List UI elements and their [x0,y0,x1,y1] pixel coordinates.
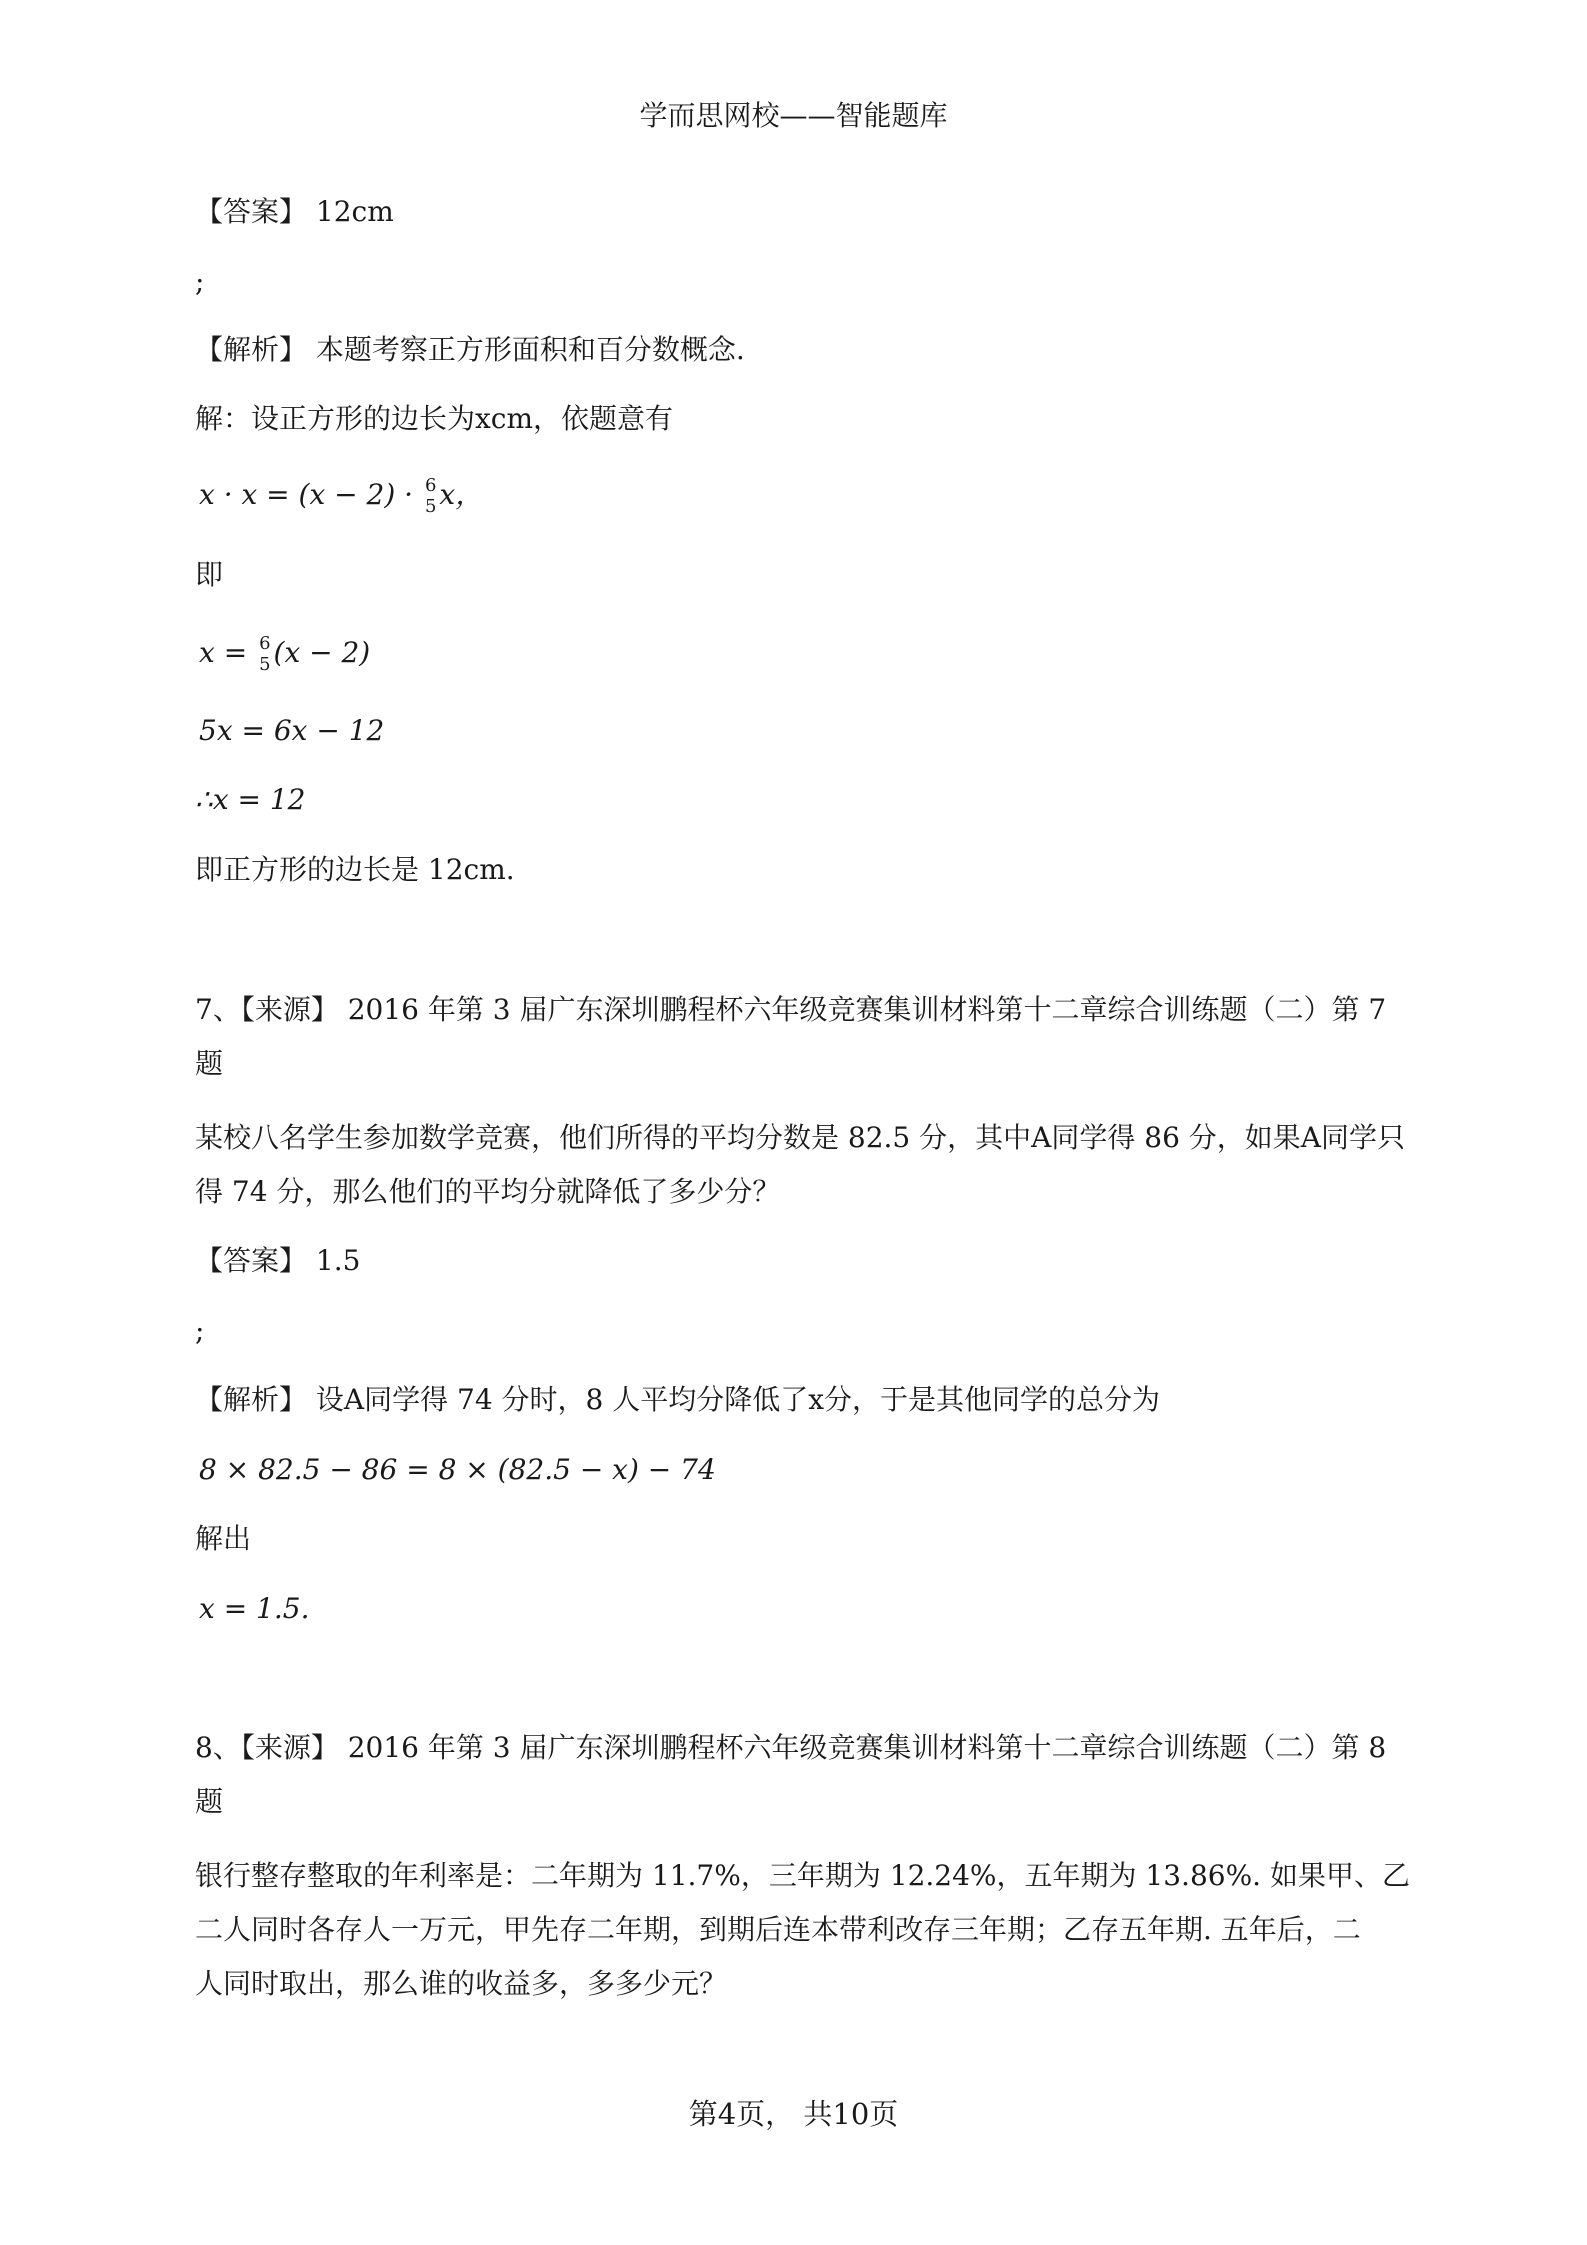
q6-equation-3: 5x = 6x − 12 [199,714,385,747]
page-footer: 第4页， 共10页 [688,2097,899,2131]
q6-eq2-left: x = [199,636,257,669]
q6-eq1-numerator: 6 [424,475,437,496]
q8-stem-line-1: 银行整存整取的年利率是：二年期为 11.7%，三年期为 12.24%，五年期为 13.86%. 如果甲、乙 [195,1859,1410,1892]
q7-answer: 【答案】 1.5 [195,1244,361,1277]
q6-eq2-fraction [259,634,270,675]
q7-source-line-2: 题 [195,1047,224,1080]
q7-stem-line-1: 某校八名学生参加数学竞赛，他们所得的平均分数是 82.5 分，其中A同学得 86 分，如果A同学只 [195,1121,1406,1154]
q6-equation-1 [199,475,483,517]
q6-eq2-denominator: 5 [259,654,271,675]
q6-solution-intro: 解：设正方形的边长为xcm，依题意有 [195,402,674,435]
q6-conclusion: 即正方形的边长是 12cm. [195,853,515,886]
q7-source-line-1: 7、【来源】 2016 年第 3 届广东深圳鹏程杯六年级竞赛集训材料第十二章综合训练题（二）第 7 [195,993,1387,1026]
q6-eq1-fraction [425,476,436,517]
q8-source-line-2: 题 [195,1785,224,1818]
q6-eq2-numerator: 6 [259,633,271,654]
page-header: 学而思网校——智能题库 [639,99,948,132]
q7-jiechu: 解出 [195,1522,252,1555]
q7-separator: ; [195,1314,205,1347]
q6-eq1-left: x · x = (x − 2) · [199,478,422,511]
q8-stem-line-3: 人同时取出，那么谁的收益多，多多少元？ [195,1967,728,2000]
q8-stem-line-2: 二人同时各存人一万元，甲先存二年期，到期后连本带利改存三年期；乙存五年期. 五年后，二 [195,1913,1361,1946]
q6-eq1-right: x， [439,478,484,511]
q7-stem-line-2: 得 74 分，那么他们的平均分就降低了多少分？ [195,1175,781,1208]
q6-equation-4: ∴x = 12 [195,783,306,816]
q6-analysis: 【解析】 本题考察正方形面积和百分数概念. [195,333,745,366]
q6-answer: 【答案】 12cm [195,195,394,228]
q6-separator: ; [195,265,205,298]
q7-equation-2: x = 1.5. [199,1592,310,1625]
q8-source-line-1: 8、【来源】 2016 年第 3 届广东深圳鹏程杯六年级竞赛集训材料第十二章综合训练题（二）第 8 [195,1731,1387,1764]
q6-eq2-right: (x − 2) [273,636,371,669]
q7-equation-1: 8 × 82.5 − 86 = 8 × (82.5 − x) − 74 [199,1453,716,1486]
q6-ji: 即 [195,558,224,591]
q7-analysis: 【解析】 设A同学得 74 分时，8 人平均分降低了x分，于是其他同学的总分为 [195,1383,1161,1416]
q6-equation-2 [199,633,370,675]
q6-eq1-denominator: 5 [424,496,437,517]
